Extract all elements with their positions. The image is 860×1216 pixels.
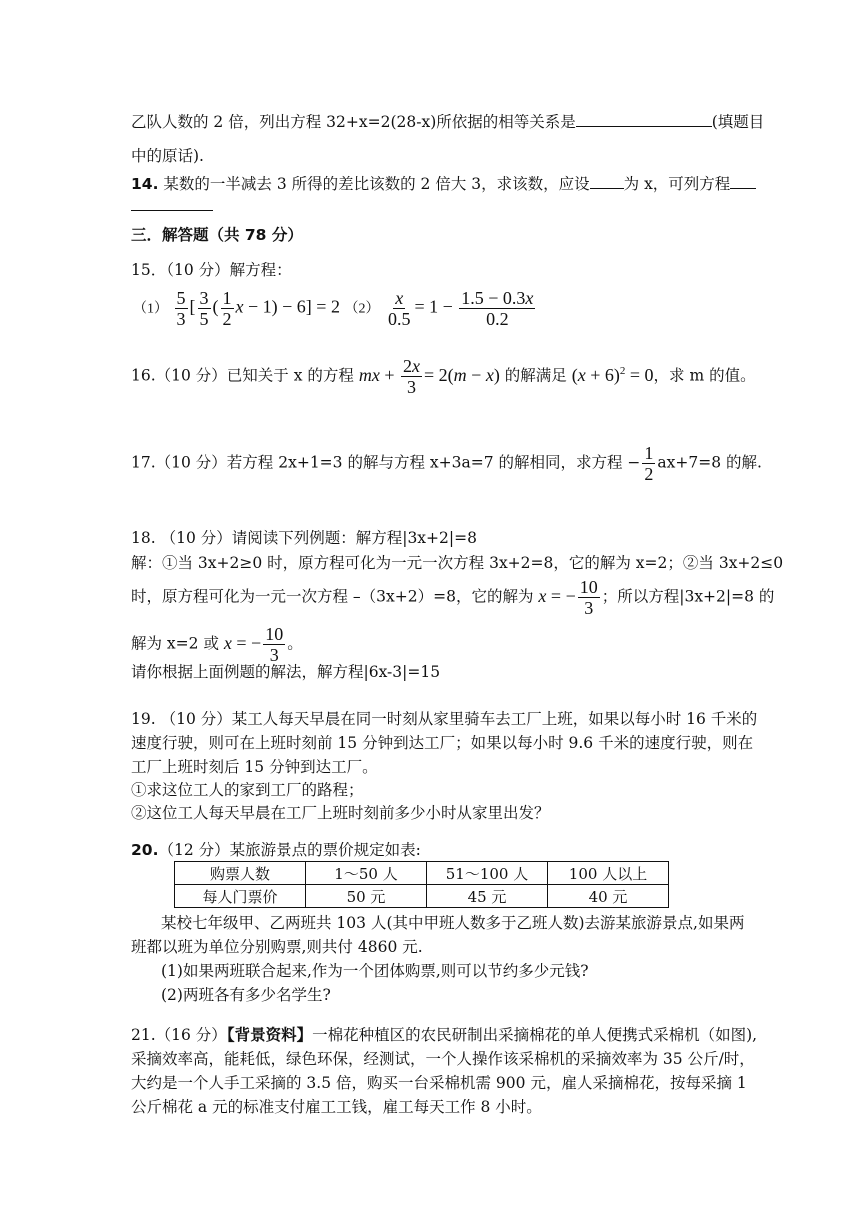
q16-line [131, 356, 756, 397]
q21-line-2: 采摘效率高，能耗低，绿色环保，经测试，一个人操作该采棉机的采摘效率为 35 公斤/时， [131, 1050, 755, 1068]
q19-line-4: ①求这位工人的家到工厂的路程； [131, 781, 364, 799]
table-cell: 1～50 人 [306, 862, 427, 885]
q19-line-3: 工厂上班时刻后 15 分钟到达工厂。 [131, 758, 378, 776]
fraction-1.5-0.3x: $\frac{1.5 - 0.3x}{0.2}$ [461, 288, 534, 329]
q21-line-3: 大约是一个人手工采摘的 3.5 倍，购买一台采棉机需 900 元，雇人采摘棉花，按每采摘 1 [131, 1074, 747, 1092]
q20-heading [131, 840, 421, 860]
table-cell: 100 人以上 [548, 862, 669, 885]
q16-text-c: ，求 m 的值。 [653, 366, 756, 385]
q18-solution-2: x = − $\frac{10}{3}$ [223, 624, 284, 665]
q18-line-4: 请你根据上面例题的解法，解方程|6x-3|=15 [131, 663, 441, 681]
q13-line-2: 中的原话). [131, 147, 204, 165]
q14-blank-continued[interactable] [131, 210, 213, 211]
q21-number: 21.（16 分） [131, 1026, 227, 1044]
table-row [175, 862, 669, 885]
q15-heading: 15．（10 分）解方程： [131, 261, 292, 279]
q18-line-2 [131, 577, 774, 618]
q15-part1-label: （1） [133, 301, 168, 317]
q16-equation: mx + $\frac{2x}{3}$ = 2(m − x) [358, 356, 500, 397]
q20-heading-text: （12 分）某旅游景点的票价规定如表: [158, 841, 421, 859]
q13-text-end: (填题目 [711, 113, 765, 131]
q16-text-b: 的解满足 [504, 366, 567, 385]
fraction-5-3: $\frac{5}{3}$ [176, 288, 186, 329]
q14-number: 14. [131, 175, 159, 193]
q17-line [131, 443, 762, 484]
q13-answer-blank[interactable] [576, 112, 712, 127]
fraction-1-2-q17: $\frac{1}{2}$ [644, 443, 654, 484]
q21-line-1 [131, 1025, 757, 1045]
fraction-1-2: $\frac{1}{2}$ [222, 288, 232, 329]
q15-part2-label: （2） [344, 301, 380, 317]
q14-line [131, 174, 756, 194]
fraction-3-5: $\frac{3}{5}$ [199, 288, 209, 329]
q18-text-3a: 解为 x=2 或 [131, 634, 219, 653]
q13-text: 乙队人数的 2 倍，列出方程 32+x=2(28-x)所依据的相等关系是 [131, 113, 576, 131]
q19-line-2: 速度行驶，则可在上班时刻前 15 分钟到达工厂；如果以每小时 9.6 千米的速度行驶，则在 [131, 734, 754, 752]
q20-line-1: 某校七年级甲、乙两班共 103 人(其中甲班人数多于乙班人数)去游某旅游景点,如果两 [161, 914, 745, 932]
q18-solution-1: x = − $\frac{10}{3}$ [538, 577, 598, 618]
q13-line-1 [131, 112, 764, 132]
q14-text-b: 为 x，可列方程 [623, 175, 731, 193]
q18-text-2b: ；所以方程|3x+2|=8 的 [601, 587, 775, 606]
q18-line-3 [131, 624, 303, 665]
q14-text-a: 某数的一半减去 3 所得的差比该数的 2 倍大 3，求该数，应设 [163, 175, 590, 193]
q20-line-4: (2)两班各有多少名学生? [161, 986, 331, 1004]
table-cell: 40 元 [548, 885, 669, 908]
q19-line-1: 19. （10 分）某工人每天早晨在同一时刻从家里骑车去工厂上班，如果以每小时 16 千米的 [131, 710, 758, 728]
q14-blank-2[interactable] [730, 174, 756, 189]
q18-line-1: 解：①当 3x+2≥0 时，原方程可化为一元一次方程 3x+2=8，它的解为 x=2；②当 3x+2≤0 [131, 554, 784, 572]
q21-background-label: 【背景资料】 [226, 1026, 313, 1044]
q17-text-a: 17.（10 分）若方程 2x+1=3 的解与方程 x+3a=7 的解相同，求方程 − [131, 453, 641, 472]
q20-line-3: (1)如果两班联合起来,作为一个团体购票,则可以节约多少元钱? [161, 962, 589, 980]
q21-text-1: 一棉花种植区的农民研制出采摘棉花的单人便携式采棉机（如图), [312, 1026, 758, 1044]
table-cell: 50 元 [306, 885, 427, 908]
table-cell: 购票人数 [175, 862, 306, 885]
q21-line-4: 公斤棉花 a 元的标准支付雇工工钱，雇工每天工作 8 小时。 [131, 1098, 542, 1116]
q19-line-5: ②这位工人每天早晨在工厂上班时刻前多少小时从家里出发？ [131, 804, 550, 822]
q20-number: 20. [131, 841, 159, 859]
q16-condition: $(x + 6)^2 = 0$ [571, 364, 654, 385]
q17-text-b: ax+7=8 的解. [657, 453, 762, 472]
section-3-title: 三．解答题（共 78 分） [131, 226, 303, 244]
q20-line-2: 班都以班为单位分别购票,则共付 4860 元. [131, 938, 423, 956]
ticket-price-table [174, 861, 669, 908]
table-cell: 每人门票价 [175, 885, 306, 908]
table-cell: 45 元 [427, 885, 548, 908]
table-cell: 51～100 人 [427, 862, 548, 885]
q18-text-3b: 。 [287, 634, 303, 653]
q16-text-a: 16.（10 分）已知关于 x 的方程 [131, 366, 354, 385]
q14-blank-1[interactable] [590, 174, 624, 189]
table-row [175, 885, 669, 908]
fraction-x-0.5: $\frac{x}{0.5}$ [387, 288, 411, 329]
q18-heading: 18. （10 分）请阅读下列例题：解方程|3x+2|=8 [131, 529, 477, 547]
q15-equations: （1） $\frac{5}{3}$ [ $\frac{3}{5}$ ( $\frac{1}{2}$ x − 1) − 6] = 2 （2） $\frac{x}{0.5}$ = 1 − $\frac{1.5 - 0.3x}{0.2}$ [133, 288, 534, 329]
q18-text-2a: 时，原方程可化为一元一次方程 –（3x+2）=8，它的解为 [131, 587, 534, 606]
